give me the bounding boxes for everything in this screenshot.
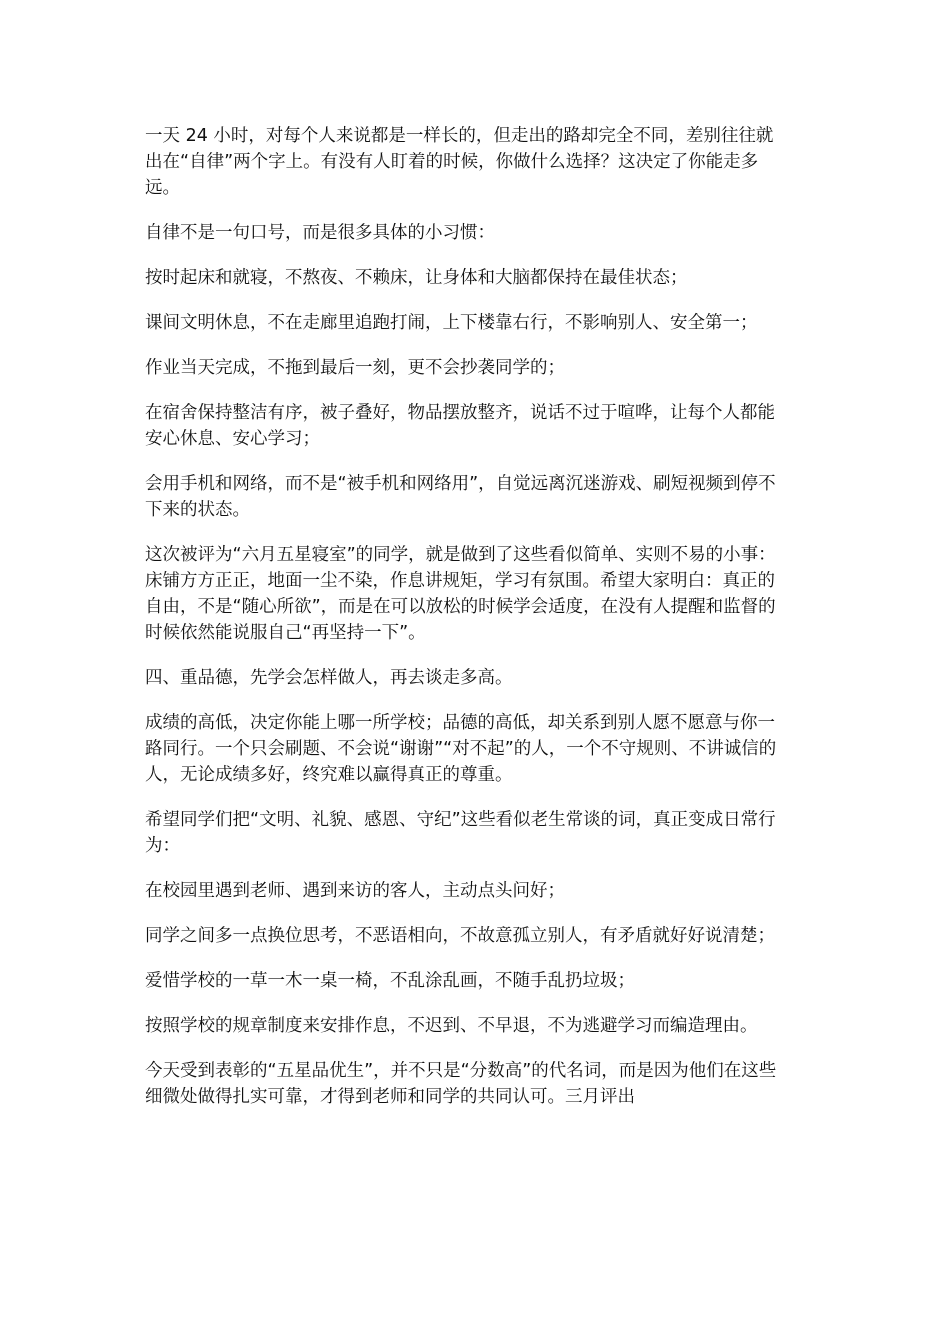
paragraph: 会用手机和网络，而不是“被手机和网络用”，自觉远离沉迷游戏、刷短视频到停不下来的状态。 <box>145 474 776 520</box>
paragraph: 作业当天完成，不拖到最后一刻，更不会抄袭同学的； <box>145 358 565 378</box>
paragraph: 希望同学们把“文明、礼貌、感恩、守纪”这些看似老生常谈的词，真正变成日常行为： <box>145 810 776 856</box>
document-body <box>145 123 785 1129</box>
paragraph: 按时起床和就寝，不熬夜、不赖床，让身体和大脑都保持在最佳状态； <box>145 268 688 288</box>
section-heading: 四、重品德，先学会怎样做人，再去谈走多高。 <box>145 668 513 688</box>
paragraph: 按照学校的规章制度来安排作息，不迟到、不早退，不为逃避学习而编造理由。 <box>145 1016 758 1036</box>
paragraph: 课间文明休息，不在走廊里追跑打闹，上下楼靠右行，不影响别人、安全第一； <box>145 313 758 333</box>
paragraph: 一天 24 小时，对每个人来说都是一样长的，但走出的路却完全不同，差别往往就出在“自律”两个字上。有没有人盯着的时候，你做什么选择？这决定了你能走多远。 <box>145 126 774 198</box>
paragraph: 爱惜学校的一草一木一桌一椅，不乱涂乱画，不随手乱扔垃圾； <box>145 971 635 991</box>
paragraph: 这次被评为“六月五星寝室”的同学，就是做到了这些看似简单、实则不易的小事：床铺方方正正，地面一尘不染，作息讲规矩，学习有氛围。希望大家明白：真正的自由，不是“随心所欲”，而是在可以放松的时候学会适度，在没有人提醒和监督的时候依然能说服自己“再坚持一下”。 <box>145 545 776 643</box>
paragraph: 在宿舍保持整洁有序，被子叠好，物品摆放整齐，说话不过于喧哗，让每个人都能安心休息、安心学习； <box>145 403 775 449</box>
paragraph: 同学之间多一点换位思考，不恶语相向，不故意孤立别人，有矛盾就好好说清楚； <box>145 926 775 946</box>
paragraph: 自律不是一句口号，而是很多具体的小习惯： <box>145 223 495 243</box>
paragraph: 在校园里遇到老师、遇到来访的客人，主动点头问好； <box>145 881 565 901</box>
paragraph: 成绩的高低，决定你能上哪一所学校；品德的高低，却关系到别人愿不愿意与你一路同行。一个只会刷题、不会说“谢谢”“对不起”的人，一个不守规则、不讲诚信的人，无论成绩多好，终究难以赢得真正的尊重。 <box>145 713 777 785</box>
paragraph: 今天受到表彰的“五星品优生”，并不只是“分数高”的代名词，而是因为他们在这些细微处做得扎实可靠，才得到老师和同学的共同认可。三月评出 <box>145 1061 777 1107</box>
